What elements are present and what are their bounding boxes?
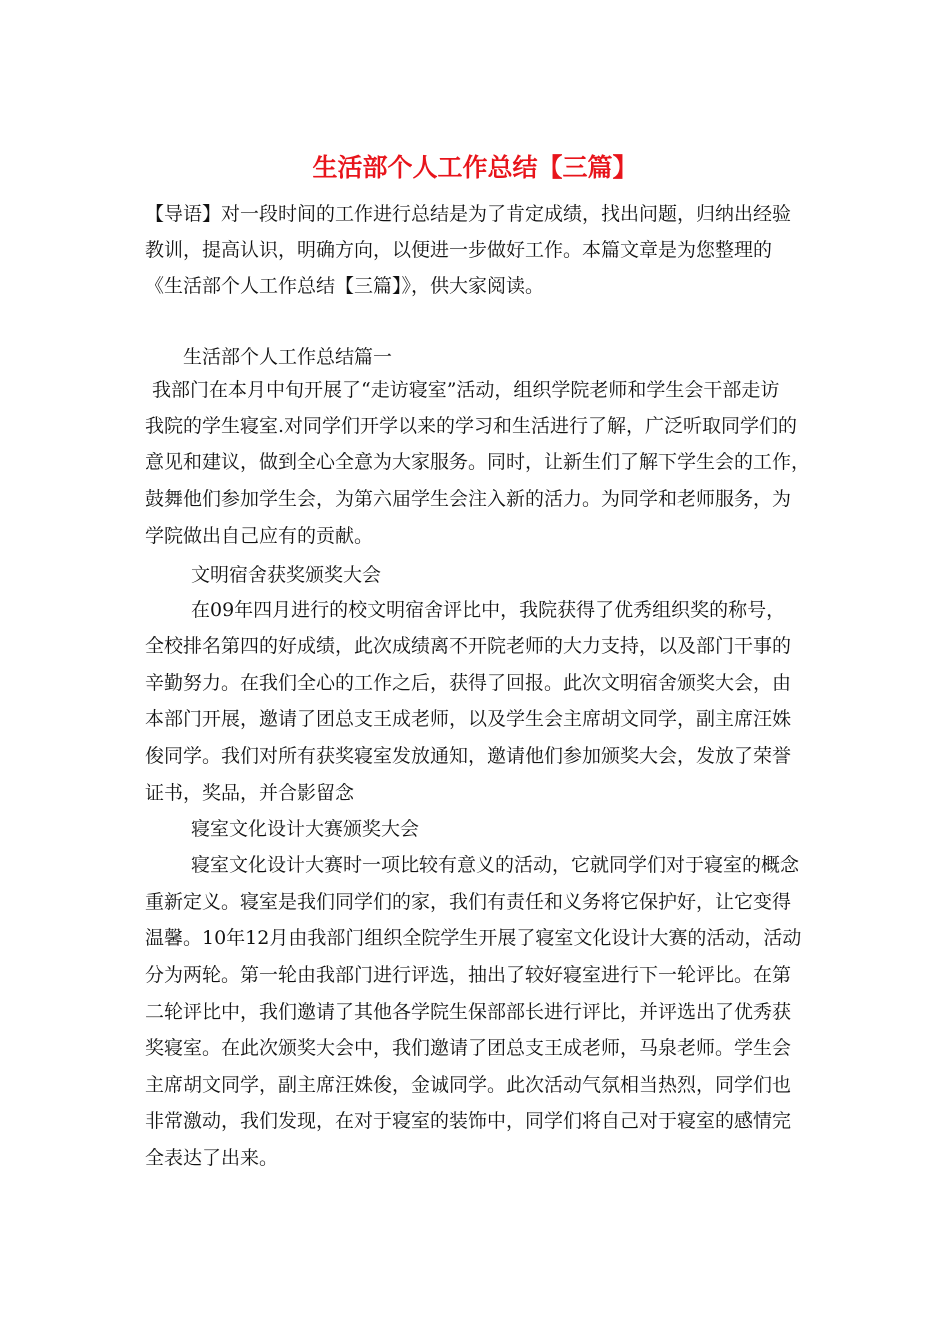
- subheading: 文明宿舍获奖颁奖大会: [191, 564, 382, 586]
- paragraph-line: 奖寝室。在此次颁奖大会中，我们邀请了团总支王成老师，马泉老师。学生会: [145, 1037, 792, 1059]
- paragraph-line: 俊同学。我们对所有获奖寝室发放通知，邀请他们参加颁奖大会，发放了荣誉: [145, 745, 792, 767]
- paragraph-line: 鼓舞他们参加学生会，为第六届学生会注入新的活力。为同学和老师服务，为: [145, 488, 792, 510]
- paragraph-line: 全校排名第四的好成绩，此次成绩离不开院老师的大力支持，以及部门干事的: [145, 635, 792, 657]
- intro-line: 《生活部个人工作总结【三篇】》，供大家阅读。: [145, 275, 545, 297]
- paragraph-line: 证书，奖品，并合影留念: [145, 782, 355, 804]
- section-heading: 生活部个人工作总结篇一: [183, 346, 393, 368]
- paragraph-line: 意见和建议，做到全心全意为大家服务。同时，让新生们了解下学生会的工作，: [145, 451, 811, 473]
- paragraph-line: 我部门在本月中旬开展了“走访寝室”活动，组织学院老师和学生会干部走访: [152, 379, 780, 401]
- paragraph-line: 主席胡文同学，副主席汪姝俊，金诚同学。此次活动气氛相当热烈，同学们也: [145, 1074, 792, 1096]
- document-title: 生活部个人工作总结【三篇】: [312, 153, 638, 182]
- paragraph-line: 二轮评比中，我们邀请了其他各学院生保部部长进行评比，并评选出了优秀获: [145, 1001, 792, 1023]
- paragraph-line: 寝室文化设计大赛时一项比较有意义的活动，它就同学们对于寝室的概念: [191, 854, 800, 876]
- paragraph-line: 全表达了出来。: [145, 1147, 279, 1169]
- paragraph-line: 我院的学生寝室.对同学们开学以来的学习和生活进行了解，广泛听取同学们的: [145, 415, 798, 437]
- paragraph-line: 分为两轮。第一轮由我部门进行评选，抽出了较好寝室进行下一轮评比。在第: [145, 964, 792, 986]
- paragraph-line: 辛勤努力。在我们全心的工作之后，获得了回报。此次文明宿舍颁奖大会，由: [145, 672, 792, 694]
- intro-line: 教训，提高认识，明确方向，以便进一步做好工作。本篇文章是为您整理的: [145, 239, 773, 261]
- paragraph-line: 在09年四月进行的校文明宿舍评比中，我院获得了优秀组织奖的称号，: [191, 599, 786, 621]
- paragraph-line: 重新定义。寝室是我们同学们的家，我们有责任和义务将它保护好，让它变得: [145, 891, 792, 913]
- paragraph-line: 温馨。10年12月由我部门组织全院学生开展了寝室文化设计大赛的活动，活动: [145, 927, 802, 949]
- intro-line: 【导语】对一段时间的工作进行总结是为了肯定成绩，找出问题，归纳出经验: [145, 203, 792, 225]
- paragraph-line: 本部门开展，邀请了团总支王成老师，以及学生会主席胡文同学，副主席汪姝: [145, 708, 792, 730]
- paragraph-line: 学院做出自己应有的贡献。: [145, 525, 374, 547]
- paragraph-line: 非常激动，我们发现，在对于寝室的装饰中，同学们将自己对于寝室的感情完: [145, 1110, 792, 1132]
- subheading: 寝室文化设计大赛颁奖大会: [191, 818, 420, 840]
